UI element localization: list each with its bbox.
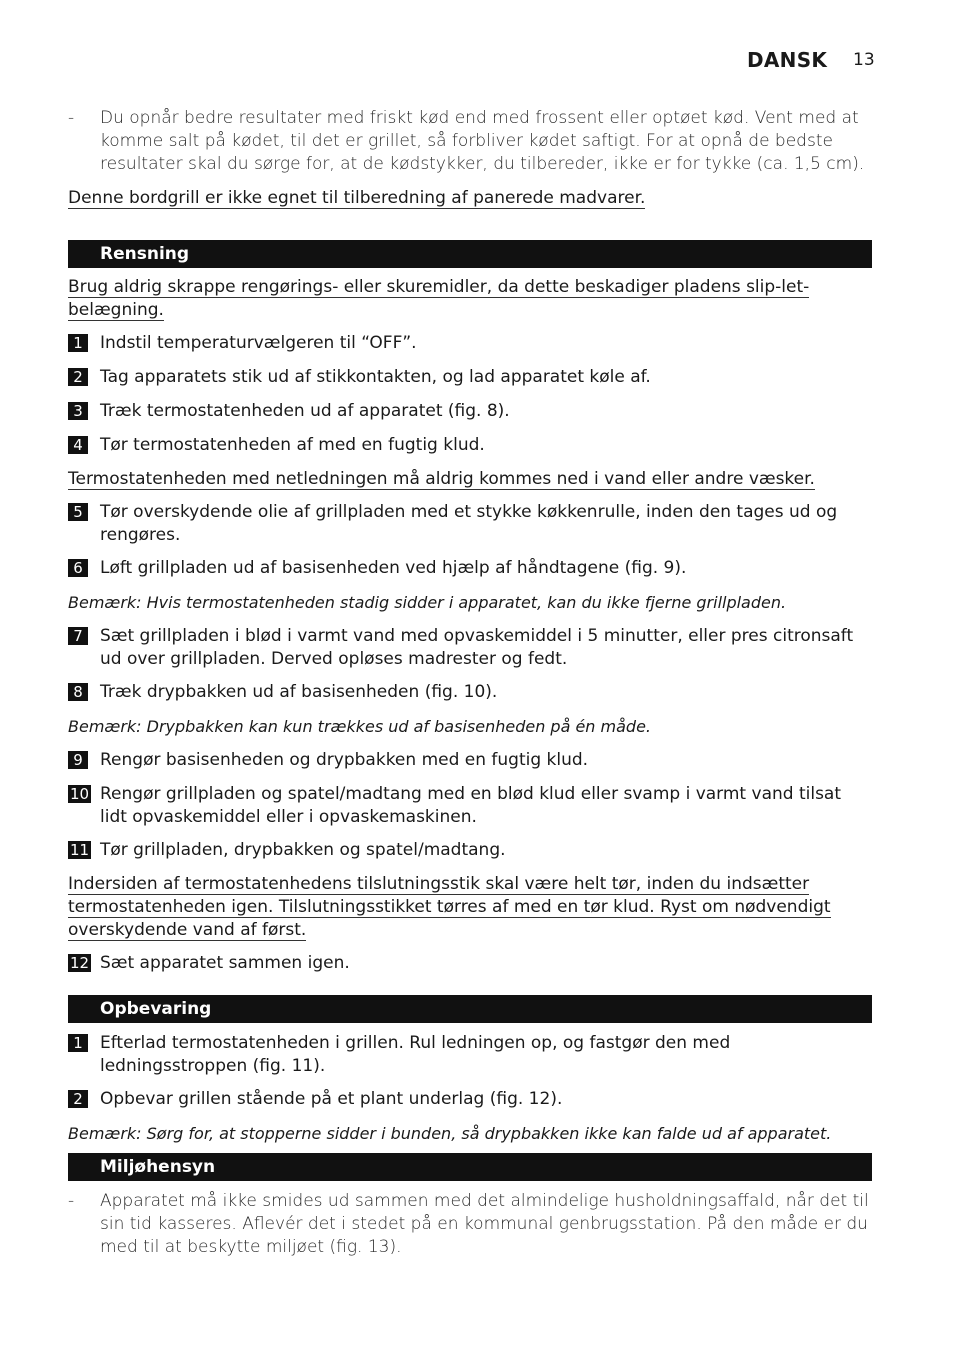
rensning-warning-2 [68, 468, 872, 491]
note-text: Bemærk: Sørg for, at stopperne sidder i bunden, så drypbakken ikke kan falde ud af apparatet. [68, 1124, 832, 1143]
step-item [68, 501, 872, 547]
warning-text: overskydende vand af først. [68, 920, 307, 940]
step-number: 7 [68, 627, 88, 645]
step-text: Rengør basisenheden og drypbakken med en fugtig klud. [100, 750, 589, 770]
step-text: Sæt apparatet sammen igen. [100, 953, 350, 973]
step-text: Løft grillpladen ud af basisenheden ved hjælp af håndtagene (fig. 9). [100, 558, 687, 578]
step-text: Indstil temperaturvælgeren til “OFF”. [100, 333, 417, 353]
warning-line [68, 919, 872, 942]
warning-text: Indersiden af termostatenhedens tilslutningsstik skal være helt tør, inden du indsætter [68, 874, 810, 894]
step-item [68, 952, 872, 975]
step-item [68, 366, 872, 389]
step-number: 2 [68, 1090, 88, 1108]
intro-warning-text: Denne bordgrill er ikke egnet til tilberedning af panerede madvarer. [68, 188, 646, 208]
step-item [68, 1088, 872, 1111]
page-number: 13 [853, 50, 875, 70]
miljo-text: Apparatet må ikke smides ud sammen med det almindelige husholdningsaffald, når det til sin tid kasseres. Aflevér det i stedet på en kommunal genbrugsstation. På den måde er du med til at beskytte miljøet (fig. 13). [100, 1191, 869, 1257]
step-text: Tør overskydende olie af grillpladen med et stykke køkkenrulle, inden den tages ud og rengøres. [100, 502, 838, 545]
step-item [68, 434, 872, 457]
step-number: 12 [70, 954, 90, 972]
step-number: 10 [70, 785, 90, 803]
warning-line [68, 896, 872, 919]
step-number: 11 [70, 841, 90, 859]
warning-text: termostatenheden igen. Tilslutningsstikket tørres af med en tør klud. Ryst om nødvendigt [68, 897, 831, 917]
step-number: 3 [68, 402, 88, 420]
warning-text: Brug aldrig skrappe rengørings- eller skuremidler, da dette beskadiger pladens slip-let-belægning. [68, 277, 810, 320]
language-label: DANSK [747, 48, 828, 72]
miljo-bullet [68, 1190, 872, 1259]
step-text: Rengør grillpladen og spatel/madtang med en blød klud eller svamp i varmt vand tilsat lidt opvaskemiddel eller i opvaskemaskinen. [100, 784, 842, 827]
step-item [68, 783, 872, 829]
step-number: 9 [68, 751, 88, 769]
step-text: Tag apparatets stik ud af stikkontakten, og lad apparatet køle af. [100, 367, 651, 387]
step-number: 1 [68, 334, 88, 352]
step-number: 5 [68, 503, 88, 521]
step-item [68, 839, 872, 862]
bullet-dash: - [68, 108, 75, 128]
document-body [68, 107, 872, 1259]
step-number: 4 [68, 436, 88, 454]
step-text: Træk drypbakken ud af basisenheden (fig. 10). [100, 682, 498, 702]
step-text: Sæt grillpladen i blød i varmt vand med opvaskemiddel i 5 minutter, eller pres citronsaft ud over grillpladen. Derved opløses madrester og fedt. [100, 626, 854, 669]
warning-line [68, 873, 872, 896]
warning-text: Termostatenheden med netledningen må aldrig kommes ned i vand eller andre væsker. [68, 469, 815, 489]
section-heading-miljohensyn: Miljøhensyn [68, 1153, 872, 1181]
step-item [68, 681, 872, 704]
step-text: Tør termostatenheden af med en fugtig klud. [100, 435, 485, 455]
step-number: 8 [68, 683, 88, 701]
step-number: 1 [68, 1034, 88, 1052]
step-item [68, 557, 872, 580]
rensning-warning-1 [68, 276, 872, 322]
section-heading-opbevaring: Opbevaring [68, 995, 872, 1023]
intro-warning [68, 187, 872, 210]
step-text: Opbevar grillen stående på et plant underlag (fig. 12). [100, 1089, 563, 1109]
step-number: 6 [68, 559, 88, 577]
step-item [68, 332, 872, 355]
step-item [68, 625, 872, 671]
step-text: Træk termostatenheden ud af apparatet (fig. 8). [100, 401, 510, 421]
step-item [68, 749, 872, 772]
step-number: 2 [68, 368, 88, 386]
step-text: Tør grillpladen, drypbakken og spatel/madtang. [100, 840, 506, 860]
step-item [68, 400, 872, 423]
bullet-dash: - [68, 1191, 75, 1211]
intro-bullet [68, 107, 872, 176]
note-text: Bemærk: Hvis termostatenheden stadig sidder i apparatet, kan du ikke fjerne grillpladen. [68, 593, 787, 612]
rensning-warning-3 [68, 873, 872, 942]
section-heading-rensning: Rensning [68, 240, 872, 268]
step-text: Efterlad termostatenheden i grillen. Rul ledningen op, og fastgør den med ledningsstroppen (fig. 11). [100, 1033, 731, 1076]
step-item [68, 1032, 872, 1078]
intro-text: Du opnår bedre resultater med friskt kød end med frossent eller optøet kød. Vent med at komme salt på kødet, til det er grillet, så forbliver kødet saftigt. For at opnå de bedste resultater skal du sørge for, at de kødstykker, du tilbereder, ikke er for tykke (ca. 1,5 cm). [100, 108, 865, 174]
note-text: Bemærk: Drypbakken kan kun trækkes ud af basisenheden på én måde. [68, 717, 652, 736]
